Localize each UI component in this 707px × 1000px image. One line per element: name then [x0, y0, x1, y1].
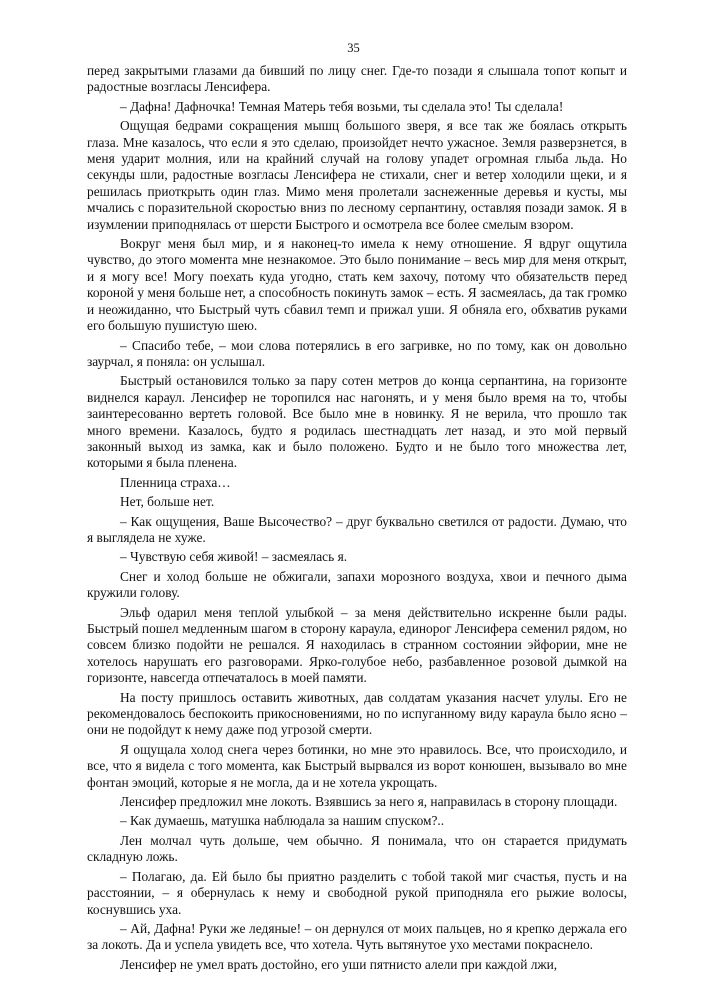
paragraph: – Как думаешь, матушка наблюдала за нашим спуском?..: [120, 813, 445, 829]
paragraph: Эльф одарил меня теплой улыбкой – за меня действительно искренне были рады. Быстрый пошел медленным шагом в сторону караула, единорог Ленсифера семенил рядом, но совсем близко подойти не решался. Я находилась в странном состоянии эйфории, мне не хотелось нарушать его разговорами. Ярко-голубое небо, разбавленное розовой дымкой на горизонте, навсегда отпечаталось в моей памяти.: [87, 604, 627, 686]
paragraph: – Ай, Дафна! Руки же ледяные! – он дернулся от моих пальцев, но я крепко держала его за локоть. Да и успела увидеть все, что хотела. Чуть вытянутое ухо местами покраснело.: [87, 920, 627, 953]
paragraph: Пленница страха…: [120, 474, 231, 490]
paragraph: На посту пришлось оставить животных, дав солдатам указания насчет улулы. Его не рекомендовалось беспокоить прикосновениями, но по испуганному виду караула было ясно – они не подойдут к нему даже под угрозой смерти.: [87, 689, 627, 738]
paragraph: Вокруг меня был мир, и я наконец-то имела к нему отношение. Я вдруг ощутила чувство, до этого момента мне незнакомое. Это было понимание – весь мир для меня открыт, и я могу все! Могу поехать куда угодно, стать кем захочу, потому что обязательств перед короной у меня больше нет, а способность покинуть замок – есть. Я засмеялась, да так громко и неожиданно, что Быстрый чуть сбавил темп и прижал уши. Я обняла его, обхватив руками его большую пушистую шею.: [87, 236, 627, 334]
paragraph: – Дафна! Дафночка! Темная Матерь тебя возьми, ты сделала это! Ты сделала!: [120, 98, 564, 114]
paragraph: Ощущая бедрами сокращения мышц большого зверя, я все так же боялась открыть глаза. Мне казалось, что если я это сделаю, произойдет нечто ужасное. Земля разверзнется, в меня ударит молния, или на крайний случай на голову упадет огромная глыба льда. Но секунды шли, радостные возгласы Ленсифера не стихали, снег и ветер холодили щеки, и я решилась приоткрыть один глаз. Мимо меня пролетали заснеженные деревья и кусты, мы мчались с поразительной скоростью вниз по лесному серпантину, оставляя позади замок. Я в изумлении приподнялась от шерсти Быстрого и осмотрела все более смелым взором.: [87, 118, 627, 232]
page-number: 35: [347, 41, 360, 55]
paragraph: – Полагаю, да. Ей было бы приятно разделить с тобой такой миг счастья, пусть и на расстоянии, – я обернулась к нему и свободной рукой приподняла его рыжие волосы, коснувшись уха.: [87, 868, 627, 917]
paragraph: – Спасибо тебе, – мои слова потерялись в его загривке, но по тому, как он довольно заурчал, я поняла: он услышал.: [87, 337, 627, 369]
paragraph: Ленсифер не умел врать достойно, его уши пятнисто алели при каждой лжи,: [120, 956, 558, 972]
paragraph: Нет, больше нет.: [120, 494, 215, 510]
paragraph: Снег и холод больше не обжигали, запахи морозного воздуха, хвои и печного дыма кружили голову.: [87, 568, 627, 601]
document-body: [87, 63, 627, 976]
paragraph: – Чувствую себя живой! – засмеялась я.: [120, 549, 348, 565]
paragraph: Лен молчал чуть дольше, чем обычно. Я понимала, что он старается придумать складную ложь.: [87, 832, 627, 865]
paragraph: Я ощущала холод снега через ботинки, но мне это нравилось. Все, что происходило, и все, что я видела с того момента, как Быстрый вырвался из ворот конюшен, вызывало во мне фонтан эмоций, которые я не могла, да и не хотела укрощать.: [87, 741, 627, 790]
paragraph: – Как ощущения, Ваше Высочество? – друг буквально светился от радости. Думаю, что я выглядела не хуже.: [87, 513, 627, 545]
paragraph: Ленсифер предложил мне локоть. Взявшись за него я, направилась в сторону площади.: [120, 794, 618, 810]
paragraph: Быстрый остановился только за пару сотен метров до конца серпантина, на горизонте виднелся караул. Ленсифер не торопился нас нагонять, и у меня было время на то, чтобы заинтересованно вертеть головой. Все было мне в новинку. Я не верила, что прошло так много времени. Казалось, будто я родилась шестнадцать лет назад, и это мой первый законный выход из замка, как и было положено. Будто и не было того множества лет, которыми я была пленена.: [87, 373, 627, 471]
paragraph: перед закрытыми глазами да бивший по лицу снег. Где-то позади я слышала топот копыт и радостные возгласы Ленсифера.: [87, 63, 627, 95]
